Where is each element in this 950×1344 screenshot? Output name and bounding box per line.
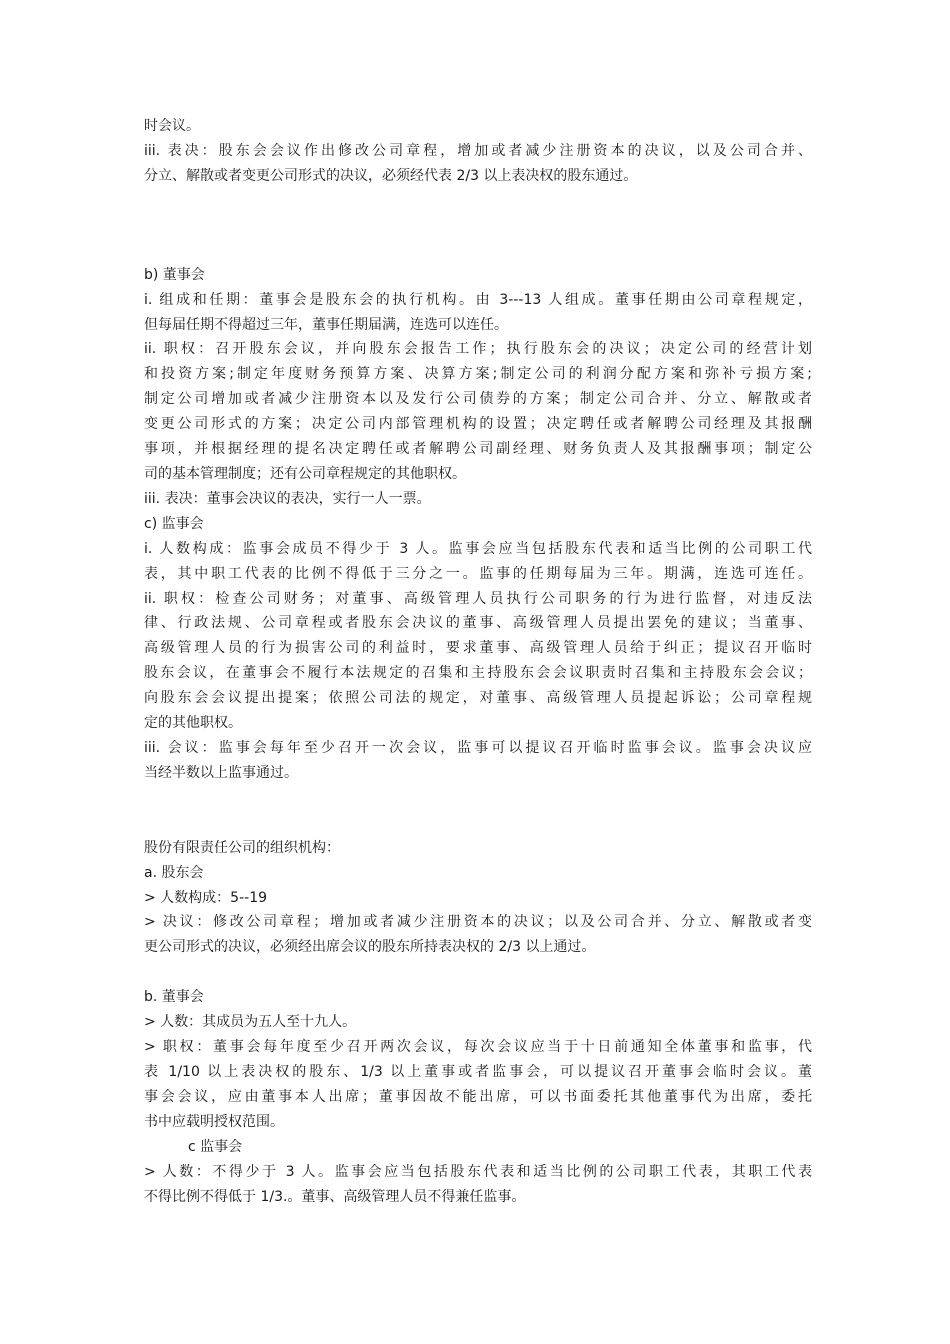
text-line: 表，其中职工代表的比例不得低于三分之一。监事的任期每届为三年。期满，连选可连任。: [144, 565, 812, 582]
text-line: 定的其他职权。: [144, 715, 242, 732]
text-line: > 人数：其成员为五人至十九人。: [144, 1014, 357, 1031]
section-heading: c) 监事会: [144, 515, 204, 532]
text-line: 股东会议，在董事会不履行本法规定的召集和主持股东会会议职责时召集和主持股东会会议；: [144, 665, 812, 682]
text-line: > 人数构成：5--19: [144, 889, 268, 906]
text-line: 律、行政法规、公司章程或者股东会决议的董事、高级管理人员提出罢免的建议；当董事、: [144, 615, 812, 632]
text-line: 当经半数以上监事通过。: [144, 764, 298, 781]
text-line: 高级管理人员的行为损害公司的利益时，要求董事、高级管理人员给于纠正；提议召开临时: [144, 640, 812, 657]
text-line: ii. 职权：召开股东会议，并向股东会报告工作；执行股东会的决议；决定公司的经营计划: [144, 341, 812, 358]
text-line: 分立、解散或者变更公司形式的决议，必须经代表 2/3 以上表决权的股东通过。: [144, 167, 638, 184]
text-line: > 人数：不得少于 3 人。监事会应当包括股东代表和适当比例的公司职工代表，其职工代表: [144, 1163, 812, 1180]
text-line: iii. 会议：监事会每年至少召开一次会议，监事可以提议召开临时监事会议。监事会决议应: [144, 739, 812, 756]
text-line: 制定公司增加或者减少注册资本以及发行公司债券的方案；制定公司合并、分立、解散或者: [144, 391, 812, 408]
text-line: 司的基本管理制度；还有公司章程规定的其他职权。: [144, 465, 466, 482]
text-line: 表 1/10 以上表决权的股东、1/3 以上董事或者监事会，可以提议召开董事会临时会议。董: [144, 1064, 812, 1080]
text-line: 更公司形式的决议，必须经出席会议的股东所持表决权的 2/3 以上通过。: [144, 939, 596, 956]
text-line: 和投资方案;制定年度财务预算方案、决算方案;制定公司的利润分配方案和弥补亏损方案;: [144, 366, 812, 383]
text-line: > 决议：修改公司章程；增加或者减少注册资本的决议；以及公司合并、分立、解散或者变: [144, 914, 812, 931]
text-line: 书中应载明授权范围。: [144, 1113, 284, 1130]
text-line: 不得比例不得低于 1/3.。董事、高级管理人员不得兼任监事。: [144, 1188, 526, 1205]
text-line: iii. 表决：董事会决议的表决，实行一人一票。: [144, 490, 431, 507]
text-line: i. 组成和任期：董事会是股东会的执行机构。由 3---13 人组成。董事任期由公司章程规定，: [144, 291, 812, 308]
spacer: [144, 786, 812, 836]
section-heading: b) 董事会: [144, 266, 205, 283]
text-line: ii. 职权：检查公司财务；对董事、高级管理人员执行公司职务的行为进行监督，对违反法: [144, 590, 812, 607]
section-heading: 股份有限责任公司的组织机构：: [144, 839, 340, 856]
text-line: iii. 表决：股东会会议作出修改公司章程，增加或者减少注册资本的决议，以及公司合并、: [144, 142, 812, 159]
text-line: 时会议。: [144, 118, 200, 134]
text-line: i. 人数构成：监事会成员不得少于 3 人。监事会应当包括股东代表和适当比例的公司职工代: [144, 540, 812, 557]
section-heading: a. 股东会: [144, 864, 204, 881]
text-line: 但每届任期不得超过三年，董事任期届满，连选可以连任。: [144, 316, 508, 333]
text-line: > 职权：董事会每年度至少召开两次会议，每次会议应当于十日前通知全体董事和监事，代: [144, 1039, 812, 1056]
text-line: 事项，并根据经理的提名决定聘任或者解聘公司副经理、财务负责人及其报酬事项；制定公: [144, 441, 812, 458]
section-heading: c 监事会: [188, 1138, 243, 1155]
spacer: [144, 960, 812, 985]
spacer: [144, 189, 812, 263]
section-heading: b. 董事会: [144, 989, 204, 1006]
text-line: 变更公司形式的方案；决定公司内部管理机构的设置；决定聘任或者解聘公司经理及其报酬: [144, 416, 812, 433]
text-line: 事会会议，应由董事本人出席；董事因故不能出席，可以书面委托其他董事代为出席，委托: [144, 1088, 812, 1105]
text-line: 向股东会会议提出提案；依照公司法的规定，对董事、高级管理人员提起诉讼；公司章程规: [144, 690, 812, 707]
document-page: [144, 114, 812, 1209]
